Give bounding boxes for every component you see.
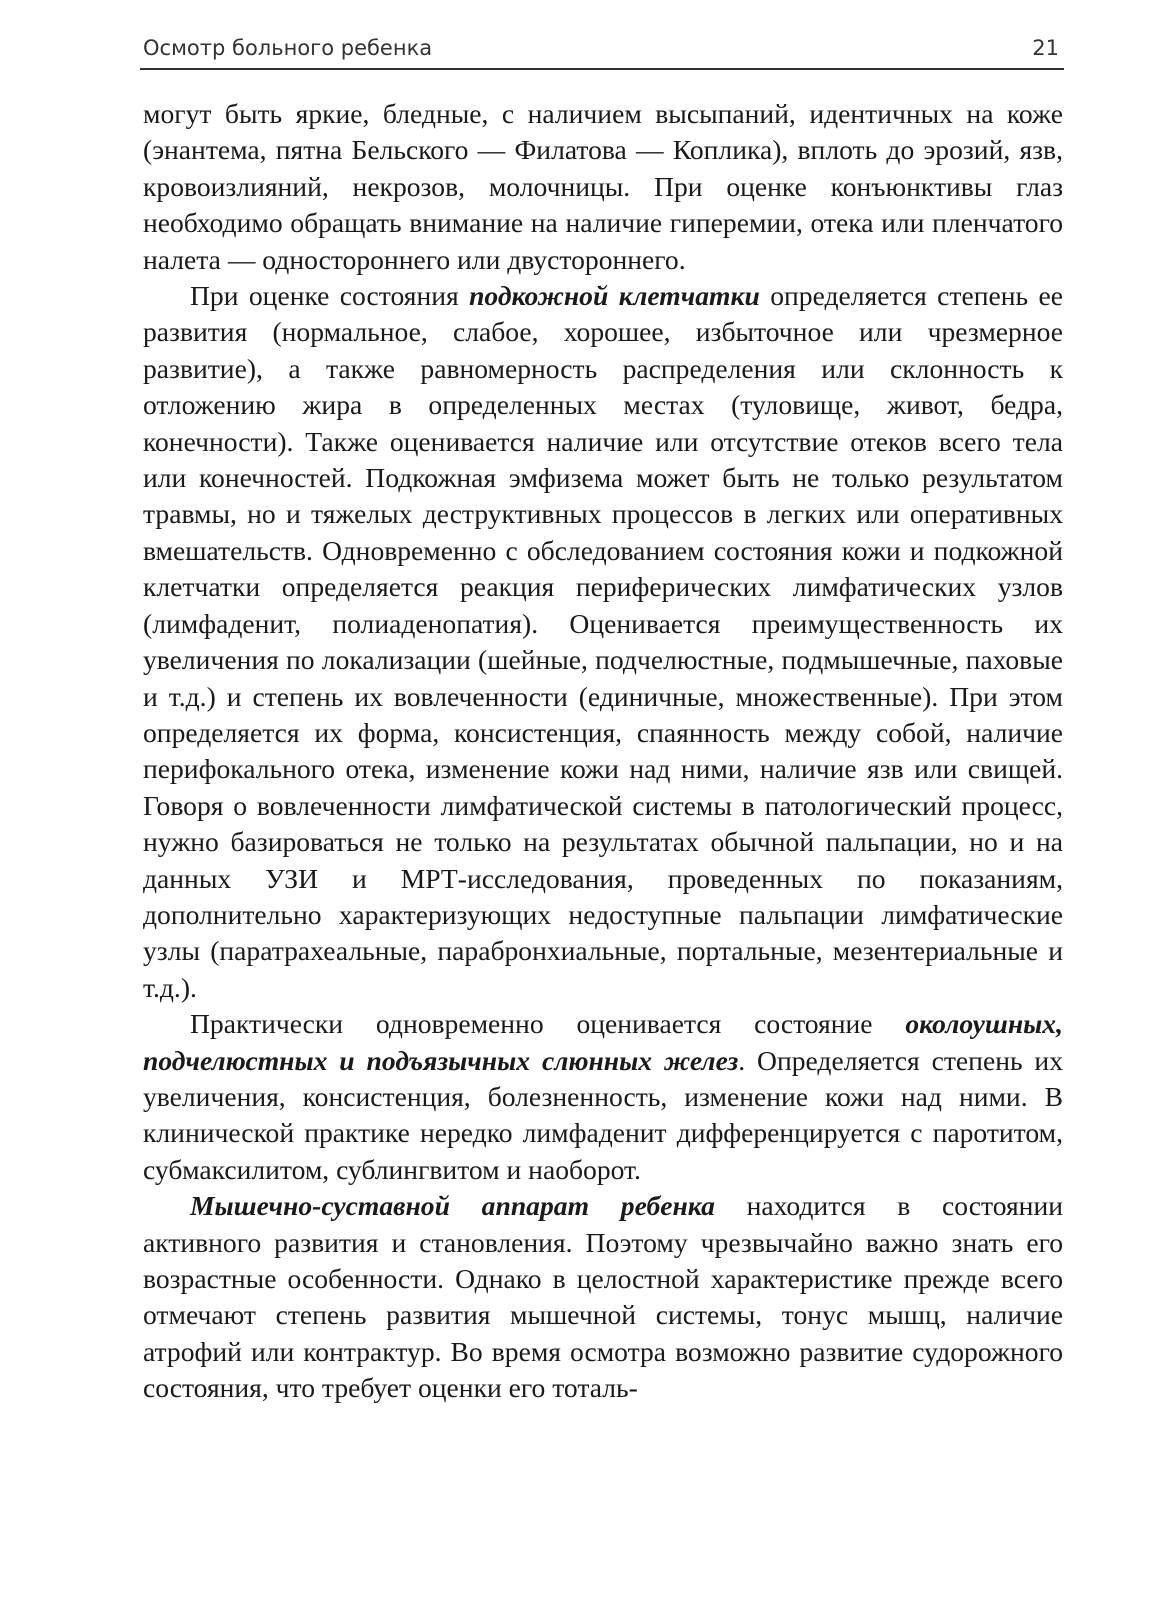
body-text bbox=[143, 96, 1063, 1407]
paragraph-lead: Практически одновременно оценивается состояние bbox=[190, 1008, 906, 1040]
emphasized-term: Мышечно-суставной аппарат ребенка bbox=[190, 1190, 715, 1222]
page-number: 21 bbox=[1032, 36, 1059, 60]
emphasized-term: подкожной клетчатки bbox=[469, 280, 760, 312]
paragraph-text: . Определяется степень их увеличения, консистенция, болезненность, изменение кожи над ними. В клинической практике нередко лимфаденит дифференцируется с паротитом, субмаксилитом, сублингвитом и наоборот. bbox=[143, 1044, 1063, 1185]
paragraph-subcutaneous-tissue bbox=[143, 278, 1063, 1006]
paragraph-musculoskeletal bbox=[143, 1188, 1063, 1406]
paragraph-text: определяется степень ее развития (нормальное, слабое, хорошее, избыточное или чрезмерное развитие), а также равномерность распределения или склонность к отложению жира в определенных местах (туловище, живот, бедра, конечности). Также оценивается наличие или отсутствие отеков всего тела или конечностей. Подкожная эмфизема может быть не только результатом травмы, но и тяжелых деструктивных процессов в легких или оперативных вмешательств. Одновременно с обследованием состояния кожи и подкожной клетчатки определяется реакция периферических лимфатических узлов (лимфаденит, полиаденопатия). Оценивается преимущественность их увеличения по локализации (шейные, подчелюстные, подмышечные, паховые и т.д.) и степень их вовлеченности (единичные, множественные). При этом определяется их форма, консистенция, спаянность между собой, наличие перифокального отека, изменение кожи над ними, наличие язв или свищей. Говоря о вовлеченности лимфатической системы в патологический процесс, нужно базироваться не только на результатах обычной пальпации, но и на данных УЗИ и МРТ-исследования, проведенных по показаниям, дополнительно характеризующих недоступные пальпации лимфатические узлы (паратрахеальные, парабронхиальные, портальные, мезентериальные и т.д.). bbox=[143, 280, 1063, 1003]
emphasized-term: околоушных, подчелюстных и подъязычных слюнных желез bbox=[143, 1008, 1063, 1076]
paragraph-text: находится в состоянии активного развития и становления. Поэтому чрезвычайно важно знать его возрастные особенности. Однако в целостной характеристике прежде всего отмечают степень развития мышечной системы, тонус мышц, наличие атрофий или контрактур. Во время осмотра возможно развитие судорожного состояния, что требует оценки его тоталь- bbox=[143, 1190, 1063, 1404]
paragraph-lead: При оценке состояния bbox=[190, 280, 470, 312]
chapter-title: Осмотр больного ребенка bbox=[143, 36, 433, 60]
running-head bbox=[143, 32, 1061, 68]
paragraph-mucosa-continuation bbox=[143, 96, 1063, 278]
header-rule bbox=[140, 68, 1064, 70]
paragraph-salivary-glands bbox=[143, 1006, 1063, 1188]
paragraph-text: могут быть яркие, бледные, с наличием высыпаний, идентичных на коже (энантема, пятна Бельского — Филатова — Коплика), вплоть до эрозий, язв, кровоизлияний, некрозов, молочницы. При оценке конъюнктивы глаз необходимо обращать внимание на наличие гиперемии, отека или пленчатого налета — одностороннего или двустороннего. bbox=[143, 98, 1063, 275]
